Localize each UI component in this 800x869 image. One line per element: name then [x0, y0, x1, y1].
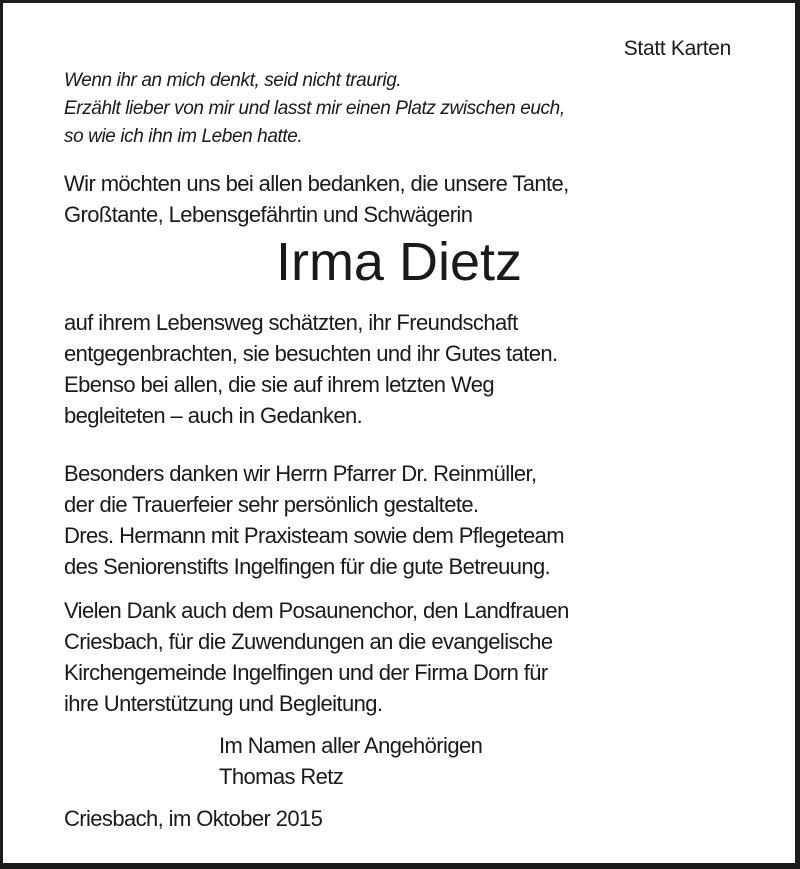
paragraph-line: Kirchengemeinde Ingelfingen und der Firma Dorn für	[64, 660, 548, 685]
paragraph-line: entgegenbrachten, sie besuchten und ihr Gutes taten.	[64, 341, 558, 366]
intro-line: Wir möchten uns bei allen bedanken, die unsere Tante,	[64, 171, 569, 196]
paragraph-line: der die Trauerfeier sehr persönlich gestaltete.	[64, 492, 479, 517]
header-label: Statt Karten	[623, 37, 731, 60]
paragraph-line: Dres. Hermann mit Praxisteam sowie dem Pflegeteam	[64, 523, 565, 548]
paragraph-line: Criesbach, für die Zuwendungen an die evangelische	[64, 629, 553, 654]
paragraph-line: ihre Unterstützung und Begleitung.	[64, 691, 383, 716]
paragraph-line: auf ihrem Lebensweg schätzten, ihr Freundschaft	[64, 310, 518, 335]
signature	[219, 730, 482, 792]
intro-line: Großtante, Lebensgefährtin und Schwägerin	[64, 202, 473, 227]
intro-paragraph	[64, 168, 569, 230]
thanks-paragraph-2	[64, 458, 564, 582]
paragraph-line: Besonders danken wir Herrn Pfarrer Dr. Reinmüller,	[64, 461, 537, 486]
signature-line: Im Namen aller Angehörigen	[219, 733, 483, 758]
verse	[64, 67, 565, 151]
signature-name: Thomas Retz	[219, 764, 344, 789]
paragraph-line: Ebenso bei allen, die sie auf ihrem letzten Weg	[64, 372, 494, 397]
obituary-card	[3, 3, 795, 863]
verse-line: so wie ich ihn im Leben hatte.	[64, 126, 303, 147]
thanks-paragraph-3	[64, 595, 569, 719]
place-date: Criesbach, im Oktober 2015	[64, 806, 323, 831]
paragraph-line: des Seniorenstifts Ingelfingen für die gute Betreuung.	[64, 554, 551, 579]
verse-line: Erzählt lieber von mir und lasst mir einen Platz zwischen euch,	[64, 98, 565, 119]
paragraph-line: Vielen Dank auch dem Posaunenchor, den Landfrauen	[64, 598, 569, 623]
thanks-paragraph-1	[64, 307, 558, 431]
verse-line: Wenn ihr an mich denkt, seid nicht traurig.	[64, 70, 402, 91]
paragraph-line: begleiteten – auch in Gedanken.	[64, 403, 363, 428]
deceased-name: Irma Dietz	[275, 232, 523, 292]
